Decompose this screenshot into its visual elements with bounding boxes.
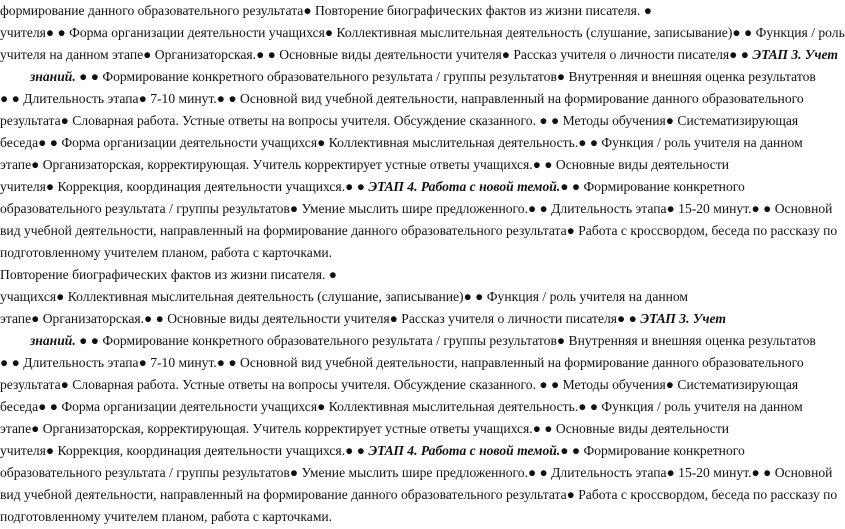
text-segment: ● ● Формирование конкретного образовательного результата / группы результатов● Внутренняя и внешняя оценка результатов	[75, 333, 816, 348]
text-line	[0, 220, 838, 242]
text-segment: учащихся● Коллективная мыслительная деятельность (слушание, записывание)● ● Функция / роль учителя на данном	[0, 289, 689, 304]
text-line	[0, 308, 816, 330]
text-line	[0, 264, 816, 286]
text-segment: учителя● ● Форма организации деятельности учащихся● Коллективная мыслительная деятельность (слушание, записывание)● ● Функция / роль	[0, 25, 845, 40]
text-segment: учителя● Коррекция, координация деятельности учащихся.● ●	[0, 443, 369, 458]
text-segment: подготовленному учителем планом, работа с карточками.	[0, 509, 333, 524]
text-line	[0, 176, 816, 198]
text-line	[30, 330, 816, 352]
text-segment: формирование данного образовательного результата● Повторение биографических фактов из жизни писателя. ●	[0, 3, 652, 18]
text-line	[0, 154, 816, 176]
text-segment: вид учебной деятельности, направленный на формирование данного образовательного результата● Работа с кроссвордом, беседа по рассказу по	[0, 487, 838, 502]
text-segment: этапе● Организаторская, корректирующая. Учитель корректирует устные ответы учащихся.● ● Основные виды деятельности	[0, 421, 730, 436]
stage-heading: ЭТАП 4. Работа с новой темой.	[368, 443, 561, 458]
text-line	[0, 462, 833, 484]
text-line	[0, 198, 833, 220]
text-segment: подготовленному учителем планом, работа с карточками.	[0, 245, 333, 260]
text-line	[0, 22, 845, 44]
text-segment: учителя● Коррекция, координация деятельности учащихся.● ●	[0, 179, 369, 194]
text-line	[0, 286, 816, 308]
stage-heading: ЭТАП 3. Учет	[752, 47, 838, 62]
text-line	[0, 88, 816, 110]
stage-heading: ЭТАП 4. Работа с новой темой.	[368, 179, 561, 194]
text-segment: беседа● ● Форма организации деятельности учащихся● Коллективная мыслительная деятельность.● ● Функция / роль учителя на данном	[0, 135, 803, 150]
text-line	[0, 352, 816, 374]
text-line	[0, 484, 838, 506]
text-line	[30, 66, 816, 88]
text-segment: ● ● Формирование конкретного образовательного результата / группы результатов● Внутренняя и внешняя оценка результатов	[75, 69, 816, 84]
text-line	[0, 132, 816, 154]
text-line	[0, 418, 816, 440]
text-segment: этапе● Организаторская.● ● Основные виды деятельности учителя● Рассказ учителя о личности писателя● ●	[0, 311, 641, 326]
text-segment: результата● Словарная работа. Устные ответы на вопросы учителя. Обсуждение сказанного. ● ● Методы обучения● Систематизирующая	[0, 113, 799, 128]
text-line	[0, 506, 816, 528]
text-segment: вид учебной деятельности, направленный на формирование данного образовательного результата● Работа с кроссвордом, беседа по рассказу по	[0, 223, 838, 238]
text-segment: образовательного результата / группы результатов● Умение мыслить шире предложенного.● ● Длительность этапа● 15-20 минут.● ● Основной	[0, 201, 833, 216]
stage-heading: знаний.	[30, 333, 76, 348]
text-segment: результата● Словарная работа. Устные ответы на вопросы учителя. Обсуждение сказанного. ● ● Методы обучения● Систематизирующая	[0, 377, 799, 392]
text-segment: учителя на данном этапе● Организаторская.● ● Основные виды деятельности учителя● Рассказ учителя о личности писателя● ●	[0, 47, 753, 62]
text-segment: ● ● Длительность этапа● 7-10 минут.● ● Основной вид учебной деятельности, направленный на формирование данного образовательного	[0, 355, 804, 370]
text-line	[0, 440, 816, 462]
text-line	[0, 396, 816, 418]
text-line	[0, 110, 816, 132]
stage-heading: ЭТАП 3. Учет	[640, 311, 726, 326]
text-segment: ● ● Формирование конкретного	[560, 179, 745, 194]
text-segment: беседа● ● Форма организации деятельности учащихся● Коллективная мыслительная деятельность.● ● Функция / роль учителя на данном	[0, 399, 803, 414]
stage-heading: знаний.	[30, 69, 76, 84]
text-segment: Повторение биографических фактов из жизни писателя. ●	[0, 267, 337, 282]
text-segment: образовательного результата / группы результатов● Умение мыслить шире предложенного.● ● Длительность этапа● 15-20 минут.● ● Основной	[0, 465, 833, 480]
text-line	[0, 242, 816, 264]
text-line	[0, 0, 816, 22]
text-line	[0, 374, 816, 396]
text-segment: ● ● Формирование конкретного	[560, 443, 745, 458]
text-segment: этапе● Организаторская, корректирующая. Учитель корректирует устные ответы учащихся.● ● Основные виды деятельности	[0, 157, 730, 172]
text-line	[0, 44, 838, 66]
text-segment: ● ● Длительность этапа● 7-10 минут.● ● Основной вид учебной деятельности, направленный на формирование данного образовательного	[0, 91, 804, 106]
